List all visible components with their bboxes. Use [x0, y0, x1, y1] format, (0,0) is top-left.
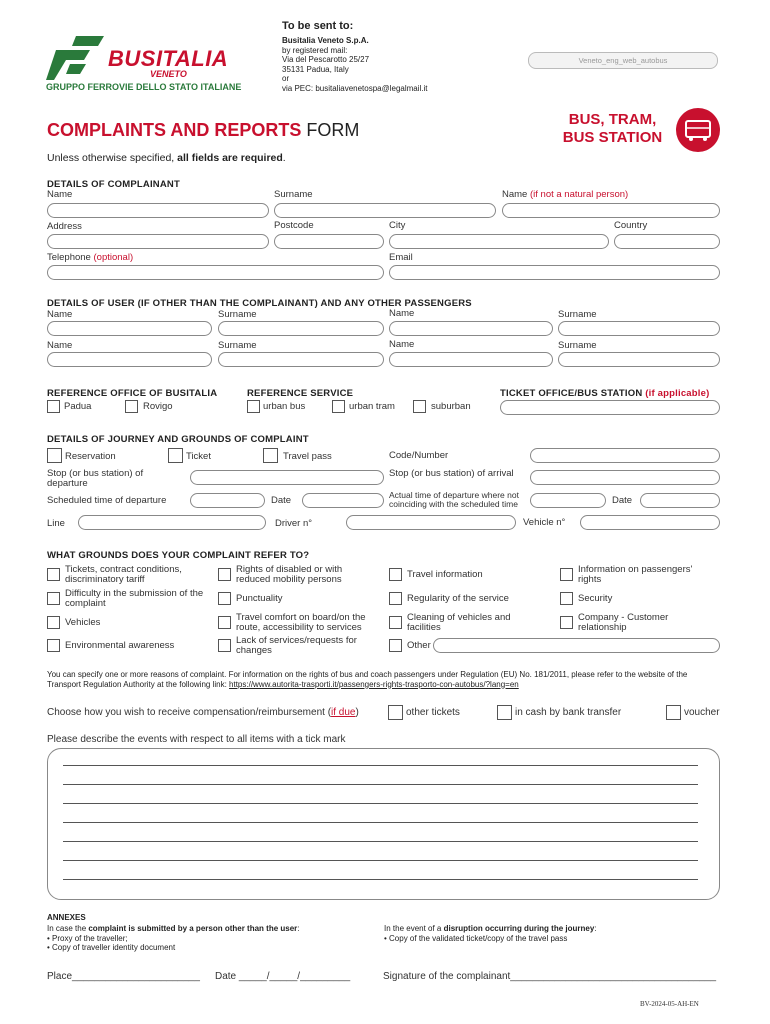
sched-time-field[interactable]: [190, 493, 265, 508]
description-line: [63, 765, 698, 766]
ground-checkbox[interactable]: [47, 639, 60, 652]
address-company: Busitalia Veneto S.p.A.: [282, 36, 369, 45]
ground-checkbox[interactable]: [47, 616, 60, 629]
annexes-left-b: complaint is submitted by a person other than the user: [88, 924, 298, 933]
ticket-office-field[interactable]: [500, 400, 720, 415]
sched-departure-label: Scheduled time of departure: [47, 495, 167, 506]
reservation-checkbox[interactable]: [47, 448, 62, 463]
address-block: [282, 20, 482, 94]
description-line: [63, 860, 698, 861]
compensation-end: ): [355, 707, 359, 718]
ground-label: Punctuality: [236, 593, 283, 604]
address-line: via PEC: busitaliavenetospa@legalmail.it: [282, 83, 428, 93]
telephone-text: Telephone: [47, 252, 91, 263]
country-field[interactable]: [614, 234, 720, 249]
passenger2-name-field[interactable]: [47, 352, 212, 367]
describe-label: Please describe the events with respect to all items with a tick mark: [47, 734, 346, 745]
company-logo: [46, 30, 246, 94]
email-label: Email: [389, 252, 413, 263]
bus-icon: [676, 108, 720, 152]
surname-label: Surname: [274, 189, 313, 200]
ground-checkbox[interactable]: [218, 568, 231, 581]
urban-bus-checkbox[interactable]: [247, 400, 260, 413]
ground-label: Other: [407, 640, 431, 651]
travel-pass-checkbox[interactable]: [263, 448, 278, 463]
description-textarea[interactable]: [47, 748, 720, 900]
stop-departure-label: Stop (or bus station) of departure: [47, 468, 144, 489]
form-title-red: COMPLAINTS AND REPORTS: [47, 120, 302, 140]
name2-text: Name: [502, 189, 528, 200]
annexes-left-colon: :: [297, 924, 300, 933]
bank-transfer-checkbox[interactable]: [497, 705, 512, 720]
postcode-field[interactable]: [274, 234, 384, 249]
description-line: [63, 784, 698, 785]
user-header: DETAILS OF USER (IF OTHER THAN THE COMPLAINANT) AND ANY OTHER PASSENGERS: [47, 298, 472, 309]
ticket-office-header: [500, 388, 709, 399]
ground-label: Cleaning of vehicles and facilities: [407, 612, 511, 633]
ticket-checkbox[interactable]: [168, 448, 183, 463]
passenger-surname-field[interactable]: [558, 321, 720, 336]
passenger2-surname-label: Surname: [218, 340, 257, 351]
address-field[interactable]: [47, 234, 269, 249]
line-label: Line: [47, 518, 65, 529]
date-label: Date: [271, 495, 292, 506]
logo-brand-name: BUSITALIA: [108, 46, 229, 71]
intro-a: Unless otherwise specified,: [47, 152, 178, 164]
vehicle-field[interactable]: [580, 515, 720, 530]
vehicle-label: Vehicle n°: [523, 517, 566, 528]
date-field[interactable]: Date _____/_____/_________: [215, 971, 351, 982]
email-field[interactable]: [389, 265, 720, 280]
other-ground-field[interactable]: [433, 638, 720, 653]
actual-date-field[interactable]: [640, 493, 720, 508]
compensation-label: [47, 708, 359, 719]
compensation-text: Choose how you wish to receive compensation/reimbursement (: [47, 707, 332, 718]
ground-label: Tickets, contract conditions, discriminatory tariff: [65, 564, 182, 585]
complainant-surname-field[interactable]: [274, 203, 496, 218]
stop-arrival-field[interactable]: [530, 470, 720, 485]
annexes-left-item: • Copy of traveller identity document: [47, 943, 176, 953]
voucher-label: voucher: [684, 707, 720, 718]
user-name-label: Name: [47, 309, 73, 320]
ground-label: Regularity of the service: [407, 593, 509, 604]
ground-checkbox[interactable]: [560, 592, 573, 605]
address-title: To be sent to:: [282, 20, 354, 32]
driver-label: Driver n°: [275, 518, 313, 529]
other-tickets-label: other tickets: [406, 707, 460, 718]
passenger3-name-field[interactable]: [389, 352, 553, 367]
description-line: [63, 822, 698, 823]
ground-checkbox[interactable]: [47, 592, 60, 605]
telephone-label: [47, 253, 133, 263]
actual-time-field[interactable]: [530, 493, 606, 508]
passenger-surname-label: Surname: [558, 309, 597, 320]
name2-label: [502, 190, 628, 200]
place-field[interactable]: Place_______________________: [47, 971, 200, 982]
ground-label: Information on passengers' rights: [578, 564, 693, 585]
ground-label: Company - Customer relationship: [578, 612, 669, 633]
suburban-checkbox[interactable]: [413, 400, 426, 413]
intro-b: all fields are required: [177, 152, 283, 164]
bank-transfer-label: in cash by bank transfer: [515, 707, 622, 718]
address-line: Via del Pescarotto 25/27: [282, 55, 370, 65]
annexes-left-a: In case the: [47, 924, 89, 933]
passenger2-surname-field[interactable]: [218, 352, 384, 367]
passenger3-surname-field[interactable]: [558, 352, 720, 367]
reservation-label: Reservation: [65, 451, 116, 462]
passenger-name-label: Name: [389, 308, 415, 319]
ground-checkbox[interactable]: [47, 568, 60, 581]
urban-tram-checkbox[interactable]: [332, 400, 345, 413]
urban-tram-label: urban tram: [349, 401, 395, 412]
description-line: [63, 841, 698, 842]
stop-departure-field[interactable]: [190, 470, 384, 485]
address-line: 35131 Padua, Italy: [282, 64, 349, 74]
annexes-right-item: • Copy of the validated ticket/copy of the travel pass: [384, 933, 568, 943]
ground-label: Travel comfort on board/on the route, accessibility to services: [236, 612, 366, 633]
padua-checkbox[interactable]: [47, 400, 60, 413]
if-due-note: if due: [331, 707, 356, 718]
annexes-right: [384, 924, 724, 943]
ground-checkbox[interactable]: [218, 616, 231, 629]
annexes-left: [47, 924, 367, 953]
telephone-field[interactable]: [47, 265, 384, 280]
complainant-name-field[interactable]: [47, 203, 269, 218]
ground-checkbox[interactable]: [389, 592, 402, 605]
ground-checkbox[interactable]: [389, 616, 402, 629]
annexes-right-colon: :: [594, 924, 597, 933]
logo-subname: VENETO: [150, 69, 187, 79]
footer-code: BV-2024-05-AH-EN: [640, 1000, 699, 1008]
journey-header: DETAILS OF JOURNEY AND GROUNDS OF COMPLAINT: [47, 434, 309, 445]
actual-time-label: Actual time of departure where not coinciding with the scheduled time: [389, 490, 519, 509]
rovigo-checkbox[interactable]: [125, 400, 138, 413]
complainant-header: DETAILS OF COMPLAINANT: [47, 179, 180, 190]
regulation-text-body: You can specify one or more reasons of complaint. For information on the rights of bus and coach passengers under Regulation (EU) No. 181/2011, please refer to the website of the Transport Regulation Authority at the following link:: [47, 670, 688, 689]
urban-bus-label: urban bus: [263, 401, 306, 412]
service-title: [555, 111, 670, 147]
ground-checkbox[interactable]: [218, 592, 231, 605]
form-title-black: FORM: [301, 120, 360, 140]
code-field[interactable]: [530, 448, 720, 463]
service-title-line1: BUS, TRAM,: [568, 111, 657, 128]
city-field[interactable]: [389, 234, 609, 249]
passenger-name-field[interactable]: [389, 321, 553, 336]
ticket-office-text: TICKET OFFICE/BUS STATION: [500, 388, 643, 399]
date2-label: Date: [612, 495, 633, 506]
ground-checkbox[interactable]: [389, 639, 402, 652]
address-line: or: [282, 74, 290, 84]
ticket-office-note: (if applicable): [642, 388, 710, 399]
doc-code-badge: Veneto_eng_web_autobus: [528, 52, 718, 69]
ground-checkbox[interactable]: [389, 568, 402, 581]
regulation-text: [47, 670, 722, 689]
passenger2-name-label: Name: [47, 340, 73, 351]
ground-label: Rights of disabled or with reduced mobility persons: [236, 564, 343, 585]
line-field[interactable]: [78, 515, 266, 530]
logo-group: GRUPPO FERROVIE DELLO STATO ITALIANE: [46, 82, 242, 92]
complainant-company-field[interactable]: [502, 203, 720, 218]
city-label: City: [389, 220, 406, 231]
annexes-right-b: disruption occurring during the journey: [443, 924, 595, 933]
ground-label: Lack of services/requests for changes: [236, 635, 357, 656]
service-header: REFERENCE SERVICE: [247, 388, 354, 399]
suburban-label: suburban: [431, 401, 471, 412]
sched-date-field[interactable]: [302, 493, 384, 508]
voucher-checkbox[interactable]: [666, 705, 681, 720]
other-tickets-checkbox[interactable]: [388, 705, 403, 720]
description-line: [63, 803, 698, 804]
ground-checkbox[interactable]: [218, 639, 231, 652]
ground-label: Environmental awareness: [65, 640, 175, 651]
ground-checkbox[interactable]: [560, 616, 573, 629]
ground-label: Travel information: [407, 569, 483, 580]
annexes-title: ANNEXES: [47, 913, 86, 922]
country-label: Country: [614, 220, 648, 231]
annexes-left-item: • Proxy of the traveller;: [47, 933, 128, 943]
telephone-note: (optional): [90, 252, 134, 263]
ticket-label: Ticket: [186, 451, 211, 462]
rovigo-label: Rovigo: [143, 401, 173, 412]
regulation-link[interactable]: https://www.autorita-trasporti.it/passengers-rights-trasporto-con-autobus/?lang=en: [229, 679, 519, 689]
user-surname-label: Surname: [218, 309, 257, 320]
fs-logo-icon: [46, 32, 106, 82]
ground-label: Vehicles: [65, 617, 101, 628]
office-header: REFERENCE OFFICE OF BUSITALIA: [47, 388, 218, 399]
user-name-field[interactable]: [47, 321, 212, 336]
address-label: Address: [47, 221, 82, 232]
driver-field[interactable]: [346, 515, 516, 530]
intro-c: .: [282, 152, 286, 164]
description-line: [63, 879, 698, 880]
user-surname-field[interactable]: [218, 321, 384, 336]
service-title-line2: BUS STATION: [562, 129, 663, 146]
grounds-header: WHAT GROUNDS DOES YOUR COMPLAINT REFER TO?: [47, 550, 310, 561]
passenger3-name-label: Name: [389, 339, 415, 350]
ground-label: Difficulty in the submission of the complaint: [65, 588, 204, 609]
address-line: by registered mail:: [282, 45, 348, 55]
ground-label: Security: [578, 593, 613, 604]
travel-pass-label: Travel pass: [283, 451, 332, 462]
padua-label: Padua: [64, 401, 92, 412]
stop-arrival-label: Stop (or bus station) of arrival: [389, 468, 514, 479]
form-title: [47, 120, 359, 141]
intro-text: [47, 152, 286, 164]
name2-note: (if not a natural person): [527, 189, 629, 200]
annexes-right-a: In the event of a: [384, 924, 444, 933]
passenger3-surname-label: Surname: [558, 340, 597, 351]
postcode-label: Postcode: [274, 220, 314, 231]
signature-field[interactable]: Signature of the complainant_____________________________________: [383, 971, 717, 982]
code-label: Code/Number: [389, 450, 449, 461]
ground-checkbox[interactable]: [560, 568, 573, 581]
name-label: Name: [47, 189, 73, 200]
